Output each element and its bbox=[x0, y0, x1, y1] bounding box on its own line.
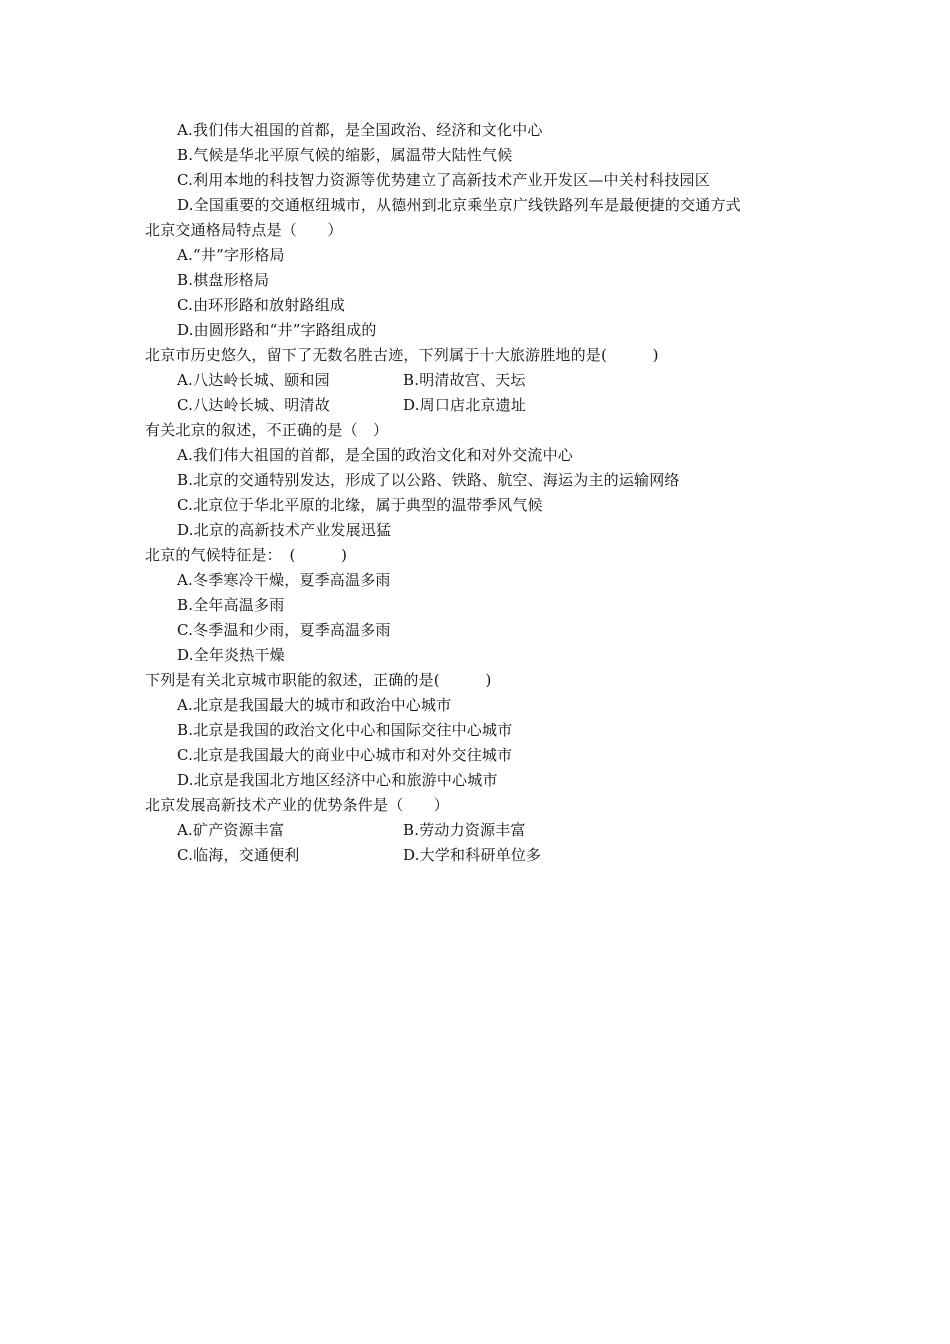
q2-option-c: C.八达岭长城、明清故 bbox=[177, 396, 330, 414]
q2-option-a: A.八达岭长城、颐和园 bbox=[177, 371, 330, 389]
q0-option-b: B.气候是华北平原气候的缩影，属温带大陆性气候 bbox=[177, 146, 513, 164]
q0-option-c: C.利用本地的科技智力资源等优势建立了高新技术产业开发区—中关村科技园区 bbox=[177, 171, 710, 189]
q2-stem: 北京市历史悠久，留下了无数名胜古迹，下列属于十大旅游胜地的是( ) bbox=[145, 346, 659, 364]
q6-stem: 北京发展高新技术产业的优势条件是（ ） bbox=[145, 796, 450, 814]
q1-option-c: C.由环形路和放射路组成 bbox=[177, 296, 346, 314]
q1-option-b: B.棋盘形格局 bbox=[177, 271, 270, 289]
q1-option-a: A.“井”字形格局 bbox=[177, 246, 285, 264]
q6-option-c: C.临海，交通便利 bbox=[177, 846, 300, 864]
q2-option-b: B.明清故宫、天坛 bbox=[403, 371, 526, 389]
q3-option-b: B.北京的交通特别发达，形成了以公路、铁路、航空、海运为主的运输网络 bbox=[177, 471, 680, 489]
q1-stem: 北京交通格局特点是（ ） bbox=[145, 221, 343, 239]
q1-option-d: D.由圆形路和“井”字路组成的 bbox=[177, 321, 377, 339]
q5-option-c: C.北京是我国最大的商业中心城市和对外交往城市 bbox=[177, 746, 513, 764]
q0-option-d: D.全国重要的交通枢纽城市，从德州到北京乘坐京广线铁路列车是最便捷的交通方式 bbox=[177, 196, 741, 214]
q4-option-b: B.全年高温多雨 bbox=[177, 596, 285, 614]
q3-stem: 有关北京的叙述，不正确的是（ ） bbox=[145, 421, 389, 439]
q4-option-c: C.冬季温和少雨，夏季高温多雨 bbox=[177, 621, 391, 639]
q4-stem: 北京的气候特征是： ( ) bbox=[145, 546, 348, 564]
q5-option-a: A.北京是我国最大的城市和政治中心城市 bbox=[177, 696, 452, 714]
q0-option-a: A.我们伟大祖国的首都，是全国政治、经济和文化中心 bbox=[177, 121, 543, 139]
q5-stem: 下列是有关北京城市职能的叙述，正确的是( ) bbox=[145, 671, 492, 689]
q3-option-d: D.北京的高新技术产业发展迅猛 bbox=[177, 521, 392, 539]
q6-option-a: A.矿产资源丰富 bbox=[177, 821, 285, 839]
q6-option-d: D.大学和科研单位多 bbox=[403, 846, 542, 864]
q4-option-d: D.全年炎热干燥 bbox=[177, 646, 285, 664]
q5-option-d: D.北京是我国北方地区经济中心和旅游中心城市 bbox=[177, 771, 498, 789]
q3-option-c: C.北京位于华北平原的北缘，属于典型的温带季风气候 bbox=[177, 496, 543, 514]
q6-option-b: B.劳动力资源丰富 bbox=[403, 821, 526, 839]
q3-option-a: A.我们伟大祖国的首都，是全国的政治文化和对外交流中心 bbox=[177, 446, 574, 464]
q4-option-a: A.冬季寒冷干燥，夏季高温多雨 bbox=[177, 571, 391, 589]
q2-option-d: D.周口店北京遗址 bbox=[403, 396, 527, 414]
q5-option-b: B.北京是我国的政治文化中心和国际交往中心城市 bbox=[177, 721, 513, 739]
